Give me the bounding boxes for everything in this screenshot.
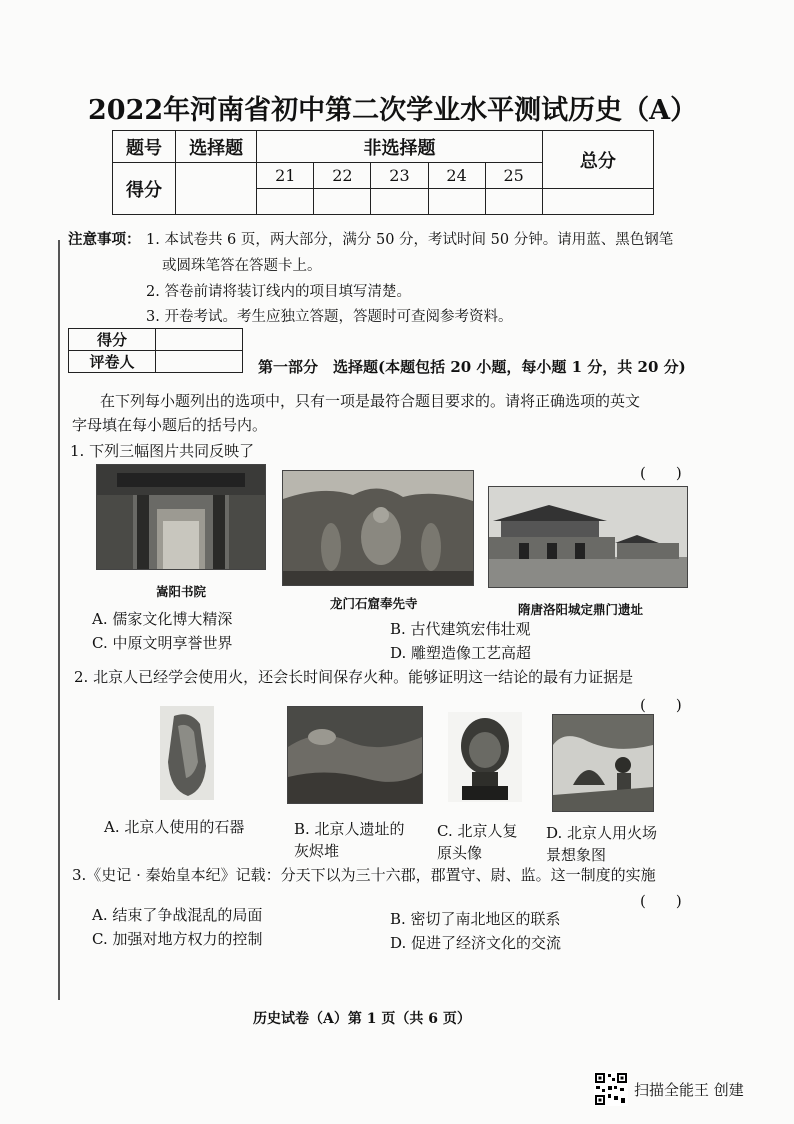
- q1-caption: 隋唐洛阳城定鼎门遗址: [518, 602, 644, 617]
- notice-line: 1. 本试卷共 6 页，两大部分，满分 50 分，考试时间 50 分钟。请用蓝、黑色钢笔: [146, 232, 674, 248]
- q3-option-c: C. 加强对地方权力的控制: [92, 930, 263, 948]
- q1-caption: 龙门石窟奉先寺: [330, 596, 418, 611]
- total-header: 总分: [542, 131, 653, 189]
- q2-option-b-cont: 灰烬堆: [294, 842, 340, 860]
- row-label-score: 得分: [113, 163, 176, 215]
- instruction-line: 字母填在每小题后的括号内。: [72, 416, 268, 434]
- q-number: 21: [257, 163, 314, 189]
- q1-stem: 1. 下列三幅图片共同反映了: [70, 442, 255, 460]
- q-number: 23: [371, 163, 428, 189]
- ash-pile-photo: [287, 706, 423, 804]
- fire-use-scene-illustration: [552, 714, 654, 812]
- nonchoice-header: 非选择题: [257, 131, 542, 163]
- q2-option-d: D. 北京人用火场: [546, 824, 658, 842]
- peking-man-bust-photo: [448, 712, 522, 802]
- q1-option-c: C. 中原文明享誉世界: [92, 634, 233, 652]
- choice-score-cell: [176, 163, 257, 215]
- longmen-grottoes-photo: [282, 470, 474, 586]
- q2-option-d-cont: 景想象图: [546, 846, 607, 864]
- stone-tool-photo: [160, 706, 214, 800]
- total-score-cell: [542, 189, 653, 215]
- score-cell: [314, 189, 371, 215]
- score-cell: [371, 189, 428, 215]
- q2-answer-paren: ( ): [640, 696, 682, 714]
- choice-header: 选择题: [176, 131, 257, 163]
- notice-line: 或圆珠笔答在答题卡上。: [162, 258, 322, 274]
- q3-stem: 3.《史记 · 秦始皇本纪》记载：分天下以为三十六郡，郡置守、尉、监。这一制度的实施: [72, 866, 656, 884]
- notice-label: 注意事项：: [68, 231, 141, 248]
- section-title: 第一部分 选择题(本题包括 20 小题，每小题 1 分，共 20 分): [258, 358, 686, 376]
- page-title: 2022年河南省初中第二次学业水平测试历史（A）: [88, 95, 698, 126]
- q-number: 25: [485, 163, 542, 189]
- row-label-number: 题号: [113, 131, 176, 163]
- scanner-label: 扫描全能王 创建: [634, 1080, 744, 1099]
- notice-line: 2. 答卷前请将装订线内的项目填写清楚。: [146, 284, 411, 300]
- q3-option-d: D. 促进了经济文化的交流: [390, 934, 562, 952]
- q1-option-d: D. 雕塑造像工艺高超: [390, 644, 532, 662]
- q3-answer-paren: ( ): [640, 892, 682, 910]
- q1-option-b: B. 古代建筑宏伟壮观: [390, 620, 531, 638]
- q3-option-b: B. 密切了南北地区的联系: [390, 910, 561, 928]
- q-number: 24: [428, 163, 485, 189]
- q2-option-c: C. 北京人复: [437, 822, 518, 840]
- scanner-watermark: [594, 1072, 744, 1106]
- score-cell: [257, 189, 314, 215]
- q1-option-a: A. 儒家文化博大精深: [92, 610, 233, 628]
- q1-answer-paren: ( ): [640, 464, 682, 482]
- score-cell: [485, 189, 542, 215]
- grader-box: [68, 328, 243, 373]
- instruction-line: 在下列每小题列出的选项中，只有一项是最符合题目要求的。请将正确选项的英文: [100, 392, 641, 410]
- qr-code-icon: [594, 1072, 628, 1106]
- q1-caption: 嵩阳书院: [156, 584, 207, 599]
- dingding-gate-photo: [488, 486, 688, 588]
- songyang-academy-photo: [96, 464, 266, 570]
- margin-line: [58, 240, 60, 1000]
- q-number: 22: [314, 163, 371, 189]
- q2-option-a: A. 北京人使用的石器: [104, 818, 245, 836]
- notice-line: 3. 开卷考试。考生应独立答题，答题时可查阅参考资料。: [146, 309, 513, 325]
- q3-option-a: A. 结束了争战混乱的局面: [92, 906, 263, 924]
- grader-reviewer-cell: [156, 351, 243, 373]
- q2-option-b: B. 北京人遗址的: [294, 820, 405, 838]
- q2-stem: 2. 北京人已经学会使用火，还会长时间保存火种。能够证明这一结论的最有力证据是: [74, 668, 634, 686]
- score-cell: [428, 189, 485, 215]
- q2-option-c-cont: 原头像: [437, 844, 483, 862]
- page-footer: 历史试卷（A）第 1 页（共 6 页）: [253, 1011, 471, 1027]
- grader-score-label: 得分: [69, 329, 156, 351]
- grader-reviewer-label: 评卷人: [69, 351, 156, 373]
- grader-score-cell: [156, 329, 243, 351]
- score-table: [112, 130, 654, 215]
